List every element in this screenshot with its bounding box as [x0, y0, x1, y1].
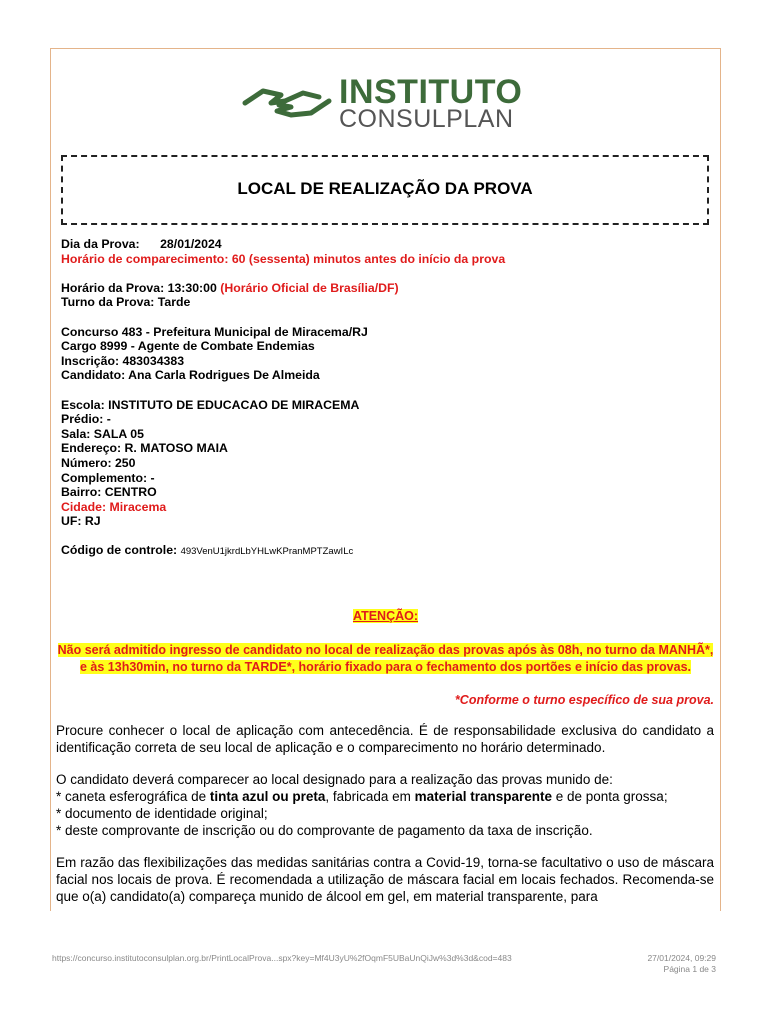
- pen-text-c: , fabricada em: [325, 789, 415, 804]
- materials-item-id: * documento de identidade original;: [56, 806, 268, 821]
- attention-title: ATENÇÃO:: [352, 609, 419, 623]
- document-page: [50, 48, 721, 911]
- footer-url: https://concurso.institutoconsulplan.org.br/PrintLocalProva...spx?key=Mf4U3yU%2fOqmF5UBaUnQiJw%3d%3d&cod=483: [52, 953, 512, 963]
- materials-item-receipt: * deste comprovante de inscrição ou do comprovante de pagamento da taxa de inscrição.: [56, 823, 593, 838]
- footer-page-number: Página 1 de 3: [663, 964, 716, 974]
- pen-ink-color: tinta azul ou preta: [209, 789, 326, 804]
- materials-intro: O candidato deverá comparecer ao local designado para a realização das provas munido de:: [56, 772, 613, 787]
- exam-date-line: [61, 237, 701, 252]
- exam-time-line: [61, 281, 701, 296]
- school: Escola: INSTITUTO DE EDUCACAO DE MIRACEMA: [61, 397, 360, 412]
- materials-item-pen: [56, 788, 714, 805]
- position: Cargo 8999 - Agente de Combate Endemias: [61, 339, 315, 354]
- building: Prédio: -: [61, 412, 111, 427]
- address-complement: Complemento: -: [61, 470, 155, 485]
- paragraph-materials: [56, 771, 714, 839]
- paragraph-know-location: Procure conhecer o local de aplicação com antecedência. É de responsabilidade exclusiva do candidato a identificação correta de seu local de aplicação e o comparecimento no horário determinado.: [56, 723, 714, 755]
- neighborhood: Bairro: CENTRO: [61, 485, 157, 500]
- candidate: Candidato: Ana Carla Rodrigues De Almeida: [61, 368, 320, 383]
- address-number: Número: 250: [61, 455, 136, 470]
- state: UF: RJ: [61, 514, 101, 529]
- pen-text-e: e de ponta grossa;: [551, 789, 668, 804]
- exam-time: Horário da Prova: 13:30:00: [61, 280, 217, 295]
- footer-datetime: 27/01/2024, 09:29: [647, 953, 716, 963]
- attention-heading: [51, 609, 720, 623]
- city: Cidade: Miracema: [61, 499, 167, 514]
- registration: Inscrição: 483034383: [61, 353, 185, 368]
- attention-text: Não será admitido ingresso de candidato no local de realização das provas após às 08h, no turno da MANHÃ*, e às 13h30min, no turno da TARDE*, horário fixado para o fechamento dos portões e início das provas.: [57, 643, 714, 674]
- room: Sala: SALA 05: [61, 426, 144, 441]
- control-code-value: 493VenU1jkrdLbYHLwKPranMPTZawILc: [180, 546, 354, 558]
- title-box: [61, 155, 709, 225]
- handshake-icon: [241, 83, 333, 123]
- exam-date-label: Dia da Prova:: [61, 237, 140, 251]
- page-title: LOCAL DE REALIZAÇÃO DA PROVA: [237, 179, 533, 198]
- control-code-line: [61, 543, 701, 560]
- attention-note: *Conforme o turno específico de sua prova.: [454, 693, 714, 707]
- instituto-consulplan-logo: [241, 73, 531, 133]
- control-code-label: Código de controle:: [61, 543, 178, 558]
- arrival-time: Horário de comparecimento: 60 (sessenta) minutos antes do início da prova: [61, 251, 506, 266]
- address: Endereço: R. MATOSO MAIA: [61, 441, 228, 456]
- footer-meta: [647, 953, 716, 975]
- contest: Concurso 483 - Prefeitura Municipal de Miracema/RJ: [61, 324, 368, 339]
- logo-text-consulplan: CONSULPLAN: [339, 105, 514, 133]
- pen-text-a: * caneta esferográfica de: [56, 789, 210, 804]
- attention-text-block: [56, 642, 715, 676]
- logo-text-instituto: INSTITUTO: [339, 73, 523, 111]
- official-time-note: (Horário Oficial de Brasília/DF): [220, 280, 399, 295]
- pen-material: material transparente: [414, 789, 552, 804]
- paragraph-covid: Em razão das flexibilizações das medidas sanitárias contra a Covid-19, torna-se facultativo o uso de máscara facial nos locais de prova. É recomendada a utilização de máscara facial em locais fechados. Recomenda-se que o(a) candidato(a) compareça munido de álcool em gel, em material transparente, para: [56, 855, 714, 904]
- exam-info: [61, 237, 701, 560]
- exam-shift: Turno da Prova: Tarde: [61, 295, 191, 310]
- exam-date-value: 28/01/2024: [160, 237, 222, 251]
